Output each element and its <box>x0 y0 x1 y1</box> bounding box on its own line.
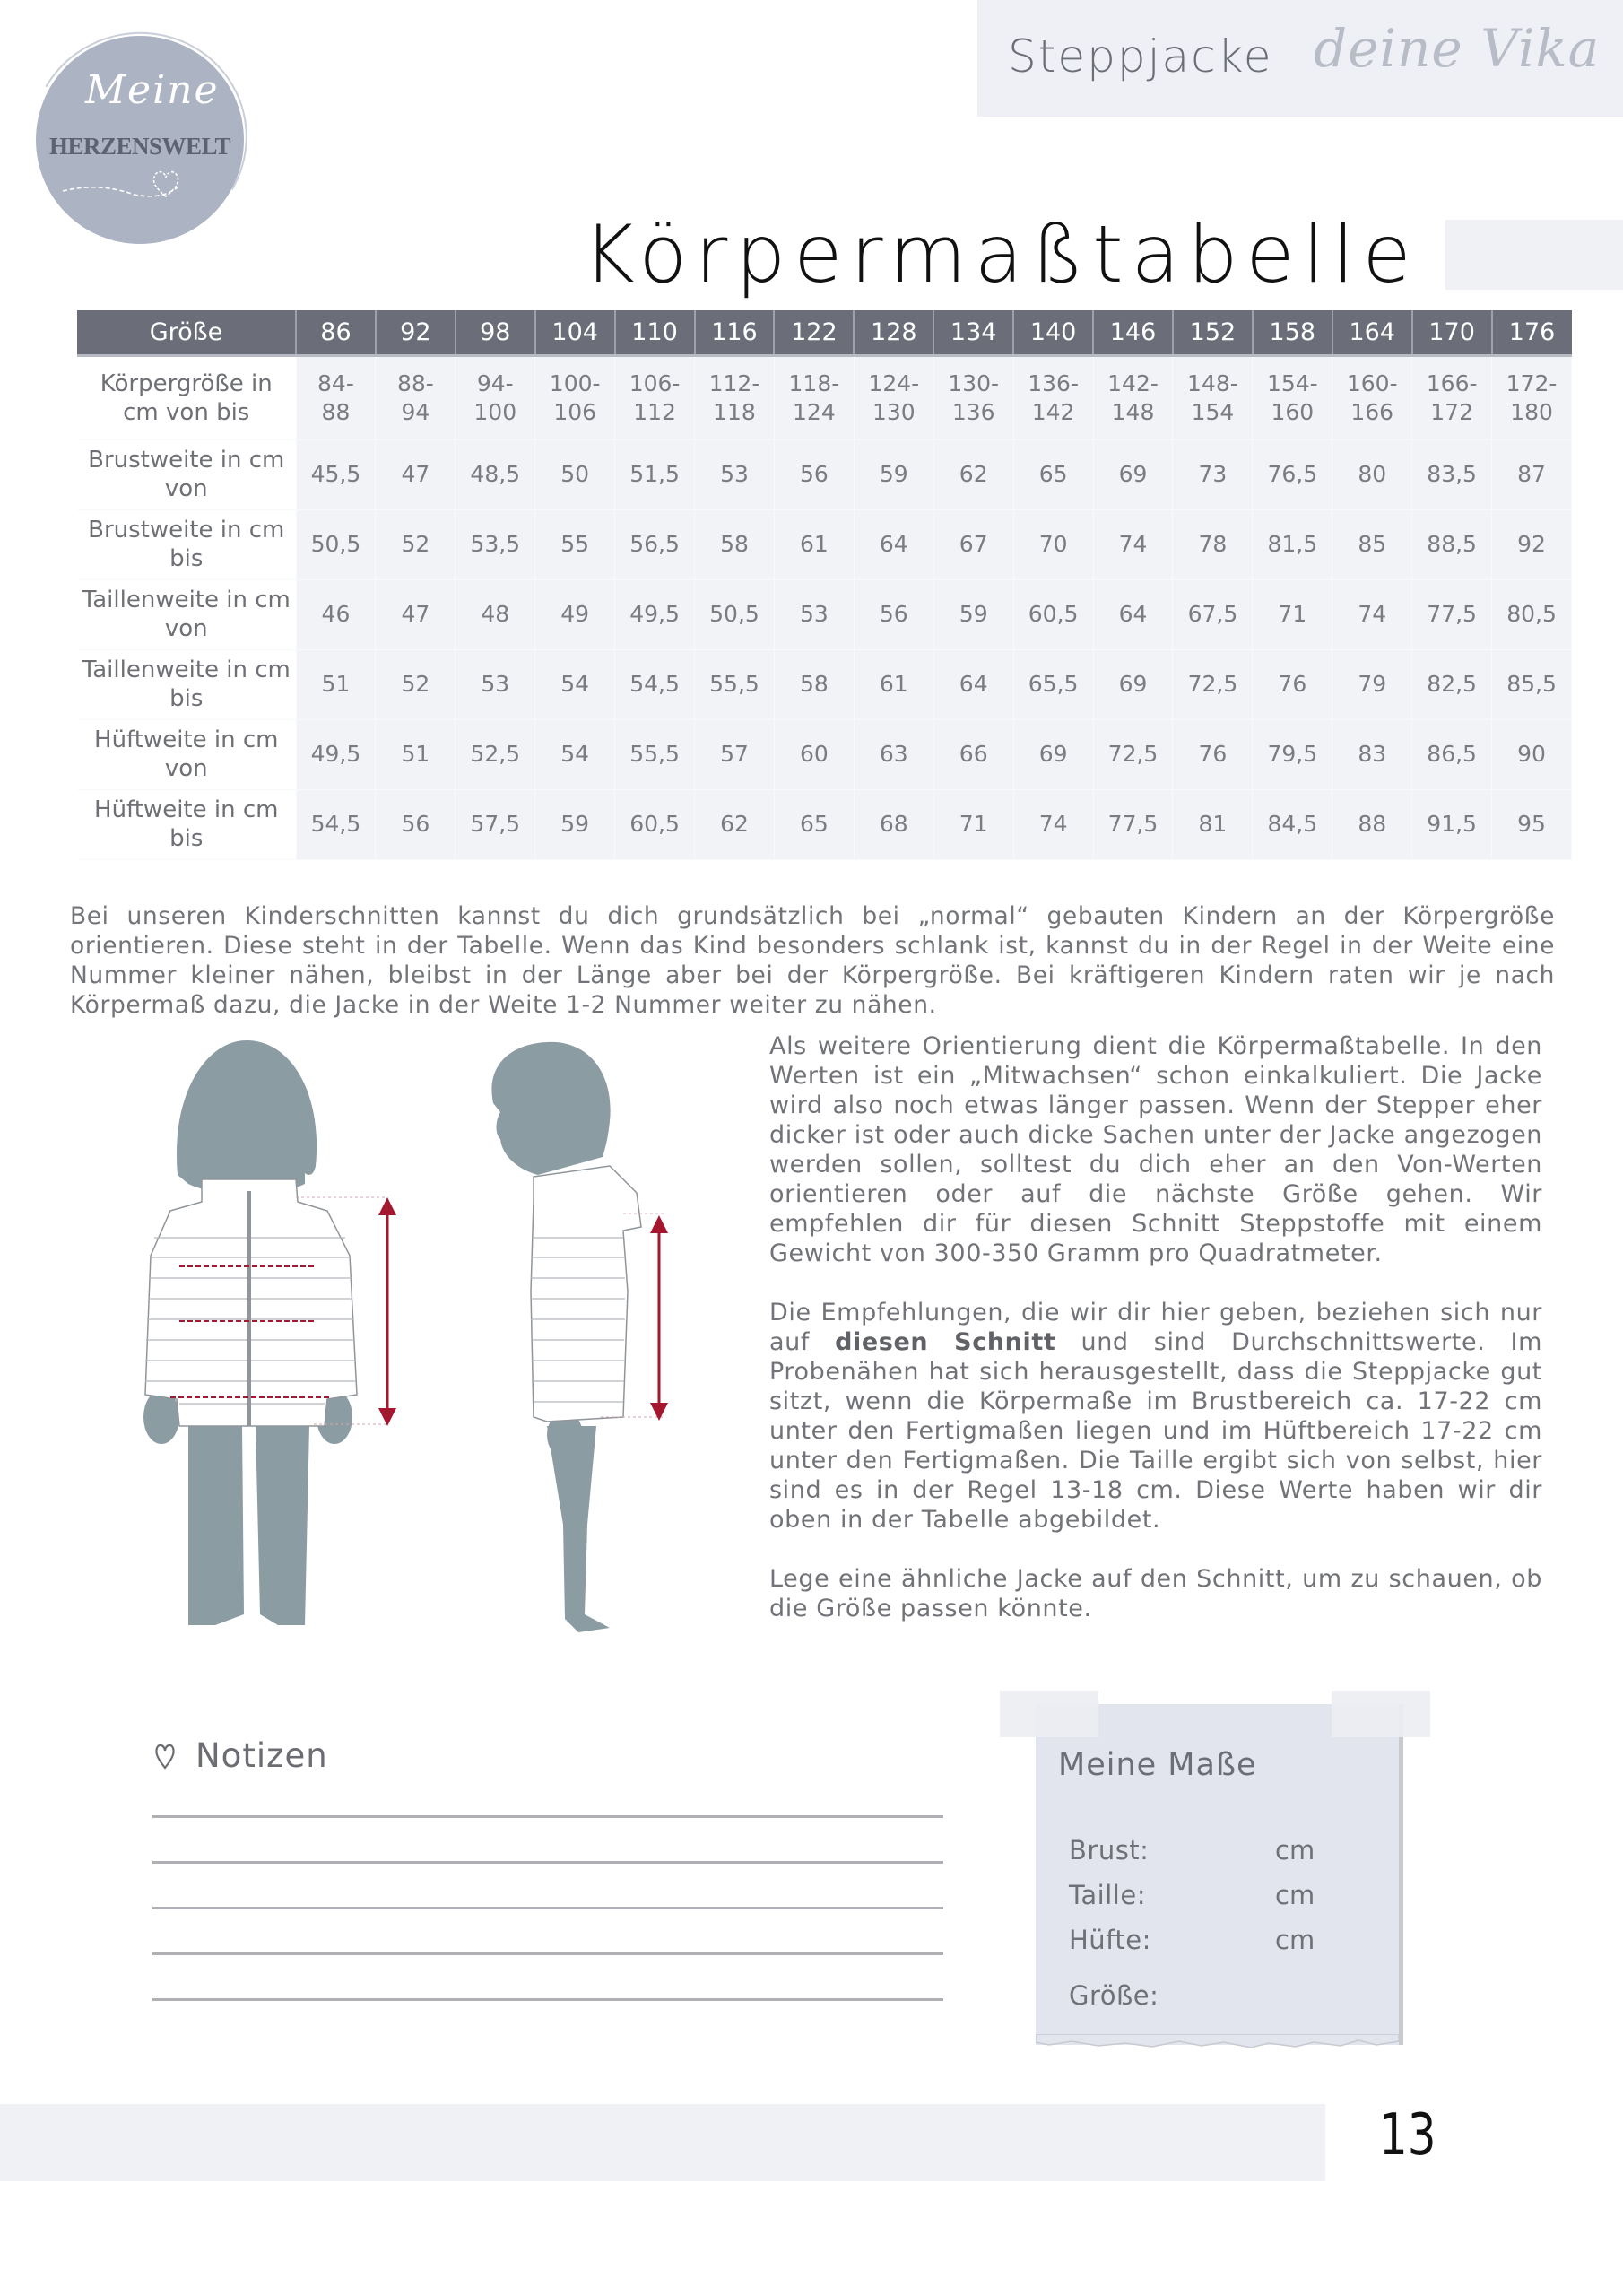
header-size-176: 176 <box>1492 310 1572 355</box>
table-cell: 47 <box>376 579 456 649</box>
note-line[interactable] <box>152 1815 943 1818</box>
side-figure <box>491 1042 668 1632</box>
table-cell: 87 <box>1492 439 1572 509</box>
logo-brand-text: HERZENSWELT <box>48 133 231 160</box>
table-cell: 53 <box>456 649 535 719</box>
header-size-170: 170 <box>1412 310 1492 355</box>
table-cell: 82,5 <box>1412 649 1492 719</box>
table-cell: 53,5 <box>456 509 535 579</box>
table-row <box>77 355 1572 439</box>
table-cell: 49,5 <box>615 579 695 649</box>
table-cell: 51 <box>376 719 456 789</box>
size-table-header <box>77 310 1572 355</box>
note-line[interactable] <box>152 1998 943 2001</box>
page-number: 13 <box>1379 2102 1436 2169</box>
table-cell: 56 <box>376 789 456 859</box>
table-cell: 49 <box>535 579 615 649</box>
brand-script: deine Vika <box>1314 18 1601 79</box>
logo-dashed-line <box>63 175 179 202</box>
row-label: Brustweite in cm von <box>77 439 296 509</box>
notes-title: Notizen <box>195 1736 328 1775</box>
notes-heading <box>154 1736 328 1775</box>
field-waist-unit: cm <box>1275 1880 1315 1910</box>
table-cell: 100- 106 <box>535 355 615 439</box>
header-size-86: 86 <box>296 310 376 355</box>
table-cell: 50 <box>535 439 615 509</box>
intro-paragraph: Bei unseren Kinderschnitten kannst du dich grundsätzlich bei „normal“ gebauten Kindern an der Körpergröße orientieren. Diese steht in der Tabelle. Wenn das Kind besonders schlank ist, kannst du in der Regel in der Weite eine Nummer kleiner nähen, bleibst in der Länge aber bei der Körpergröße. Bei kräftigeren Kindern raten wir je nach Körpermaß dazu, die Jacke in der Weite 1-2 Nummer weiter zu nähen. <box>70 902 1555 1019</box>
table-cell: 62 <box>933 439 1013 509</box>
table-cell: 54 <box>535 649 615 719</box>
table-cell: 154- 160 <box>1253 355 1332 439</box>
table-cell: 60,5 <box>615 789 695 859</box>
footer-bar <box>0 2104 1325 2181</box>
table-cell: 84- 88 <box>296 355 376 439</box>
table-row <box>77 439 1572 509</box>
table-cell: 47 <box>376 439 456 509</box>
table-cell: 58 <box>774 649 854 719</box>
table-cell: 71 <box>933 789 1013 859</box>
table-cell: 81,5 <box>1253 509 1332 579</box>
row-label: Brustweite in cm bis <box>77 509 296 579</box>
field-size-label: Größe: <box>1069 1980 1159 2011</box>
table-cell: 160- 166 <box>1332 355 1412 439</box>
table-cell: 45,5 <box>296 439 376 509</box>
table-cell: 65,5 <box>1013 649 1093 719</box>
table-cell: 77,5 <box>1093 789 1173 859</box>
table-cell: 72,5 <box>1093 719 1173 789</box>
table-cell: 172- 180 <box>1492 355 1572 439</box>
table-cell: 73 <box>1173 439 1253 509</box>
table-cell: 70 <box>1013 509 1093 579</box>
header-size-164: 164 <box>1332 310 1412 355</box>
row-label: Taillenweite in cm bis <box>77 649 296 719</box>
note-line[interactable] <box>152 1952 943 1955</box>
table-cell: 67 <box>933 509 1013 579</box>
table-cell: 53 <box>774 579 854 649</box>
front-figure <box>143 1040 396 1625</box>
field-hip-label: Hüfte: <box>1069 1925 1151 1955</box>
header-size-146: 146 <box>1093 310 1173 355</box>
table-cell: 85 <box>1332 509 1412 579</box>
table-cell: 84,5 <box>1253 789 1332 859</box>
table-cell: 92 <box>1492 509 1572 579</box>
table-cell: 56 <box>854 579 933 649</box>
header-size-152: 152 <box>1173 310 1253 355</box>
table-cell: 54 <box>535 719 615 789</box>
header-banner <box>977 0 1623 117</box>
guidance-bold-text: diesen Schnitt <box>835 1328 1056 1356</box>
header-size-122: 122 <box>774 310 854 355</box>
table-cell: 88 <box>1332 789 1412 859</box>
table-cell: 74 <box>1332 579 1412 649</box>
title-decoration-block <box>1445 220 1623 290</box>
field-waist-label: Taille: <box>1069 1880 1146 1910</box>
table-cell: 61 <box>774 509 854 579</box>
row-label: Körpergröße in cm von bis <box>77 355 296 439</box>
table-cell: 50,5 <box>695 579 775 649</box>
table-cell: 67,5 <box>1173 579 1253 649</box>
field-chest-unit: cm <box>1275 1835 1315 1866</box>
table-cell: 60,5 <box>1013 579 1093 649</box>
table-cell: 81 <box>1173 789 1253 859</box>
table-cell: 64 <box>933 649 1013 719</box>
table-cell: 74 <box>1093 509 1173 579</box>
logo-script-text: Meine <box>85 67 220 113</box>
table-cell: 112- 118 <box>695 355 775 439</box>
table-cell: 78 <box>1173 509 1253 579</box>
table-cell: 58 <box>695 509 775 579</box>
table-cell: 50,5 <box>296 509 376 579</box>
table-cell: 64 <box>1093 579 1173 649</box>
size-table <box>77 310 1572 860</box>
table-cell: 136- 142 <box>1013 355 1093 439</box>
table-cell: 88- 94 <box>376 355 456 439</box>
table-cell: 71 <box>1253 579 1332 649</box>
table-cell: 51,5 <box>615 439 695 509</box>
table-cell: 48 <box>456 579 535 649</box>
table-cell: 85,5 <box>1492 649 1572 719</box>
table-cell: 65 <box>774 789 854 859</box>
table-cell: 166- 172 <box>1412 355 1492 439</box>
table-cell: 55,5 <box>695 649 775 719</box>
pattern-title: Steppjacke <box>1008 30 1273 83</box>
table-cell: 69 <box>1093 649 1173 719</box>
header-size-98: 98 <box>456 310 535 355</box>
table-cell: 83,5 <box>1412 439 1492 509</box>
table-cell: 52 <box>376 509 456 579</box>
table-cell: 142- 148 <box>1093 355 1173 439</box>
table-cell: 63 <box>854 719 933 789</box>
table-cell: 130- 136 <box>933 355 1013 439</box>
header-size-140: 140 <box>1013 310 1093 355</box>
table-cell: 64 <box>854 509 933 579</box>
table-cell: 46 <box>296 579 376 649</box>
table-cell: 59 <box>933 579 1013 649</box>
table-row <box>77 719 1572 789</box>
table-cell: 148- 154 <box>1173 355 1253 439</box>
table-cell: 66 <box>933 719 1013 789</box>
header-size-128: 128 <box>854 310 933 355</box>
guidance-text: und sind Durchschnittswerte. Im Probenähen hat sich herausgestellt, dass die Steppjacke gut sitzt, wenn die Körpermaße im Brustbereich ca. 17-22 cm unter den Fertigmaßen liegen und im Hüftbereich 17-22 cm unter den Fertigmaßen. Die Taille ergibt sich von selbst, hier sind es in der Regel 13-18 cm. Diese Werte haben wir dir oben in der Tabelle abgebildet. <box>769 1328 1542 1534</box>
page-title: Körpermaßtabelle <box>583 208 1419 300</box>
table-cell: 72,5 <box>1173 649 1253 719</box>
table-cell: 54,5 <box>615 649 695 719</box>
table-cell: 79,5 <box>1253 719 1332 789</box>
table-cell: 76 <box>1253 649 1332 719</box>
guidance-text: Die Empfehlungen, die wir dir hier geben, beziehen sich nur auf <box>769 1299 1542 1356</box>
table-row <box>77 789 1572 859</box>
guidance-paragraph-3: Lege eine ähnliche Jacke auf den Schnitt, um zu schauen, ob die Größe passen könnte. <box>769 1565 1542 1622</box>
table-cell: 59 <box>535 789 615 859</box>
table-cell: 51 <box>296 649 376 719</box>
table-row <box>77 579 1572 649</box>
table-cell: 61 <box>854 649 933 719</box>
length-arrow-front <box>378 1197 396 1426</box>
field-chest-label: Brust: <box>1069 1835 1150 1866</box>
tape-left <box>1000 1691 1098 1737</box>
header-size-134: 134 <box>933 310 1013 355</box>
table-cell: 65 <box>1013 439 1093 509</box>
guidance-paragraph-1: Als weitere Orientierung dient die Körpermaßtabelle. In den Werten ist ein „Mitwachsen“ schon einkalkuliert. Die Jacke wird also noch etwas länger passen. Wenn der Stepper eher dicker ist oder auch dicke Sachen unter der Jacke angezogen werden sollen, solltest du dich eher an den Von-Werten orientieren oder auf die nächste Größe gehen. Wir empfehlen dir für diesen Schnitt Steppstoffe mit einem Gewicht von 300-350 Gramm pro Quadratmeter. <box>769 1032 1542 1267</box>
heart-icon <box>154 1743 176 1770</box>
header-size-110: 110 <box>615 310 695 355</box>
table-cell: 56 <box>774 439 854 509</box>
table-cell: 56,5 <box>615 509 695 579</box>
table-row <box>77 509 1572 579</box>
header-size-label: Größe <box>77 310 296 355</box>
header-size-92: 92 <box>376 310 456 355</box>
table-cell: 49,5 <box>296 719 376 789</box>
table-cell: 118- 124 <box>774 355 854 439</box>
tape-right <box>1332 1691 1430 1737</box>
header-size-158: 158 <box>1253 310 1332 355</box>
table-cell: 94- 100 <box>456 355 535 439</box>
note-line[interactable] <box>152 1861 943 1864</box>
table-cell: 86,5 <box>1412 719 1492 789</box>
row-label: Hüftweite in cm von <box>77 719 296 789</box>
table-cell: 88,5 <box>1412 509 1492 579</box>
table-cell: 106- 112 <box>615 355 695 439</box>
table-cell: 52,5 <box>456 719 535 789</box>
table-cell: 95 <box>1492 789 1572 859</box>
table-cell: 76 <box>1173 719 1253 789</box>
table-cell: 59 <box>854 439 933 509</box>
table-cell: 52 <box>376 649 456 719</box>
note-line[interactable] <box>152 1907 943 1909</box>
header-size-116: 116 <box>695 310 775 355</box>
table-cell: 69 <box>1093 439 1173 509</box>
measurement-illustration <box>126 1022 753 1650</box>
header-size-104: 104 <box>535 310 615 355</box>
table-cell: 54,5 <box>296 789 376 859</box>
table-cell: 60 <box>774 719 854 789</box>
fit-guidance-text <box>769 1031 1542 1653</box>
torn-paper-edge <box>1036 2034 1399 2052</box>
table-cell: 83 <box>1332 719 1412 789</box>
length-arrow-side <box>650 1215 668 1421</box>
table-cell: 57,5 <box>456 789 535 859</box>
field-hip-unit: cm <box>1275 1925 1315 1955</box>
table-cell: 79 <box>1332 649 1412 719</box>
table-cell: 48,5 <box>456 439 535 509</box>
table-cell: 74 <box>1013 789 1093 859</box>
table-cell: 57 <box>695 719 775 789</box>
table-cell: 53 <box>695 439 775 509</box>
table-cell: 62 <box>695 789 775 859</box>
table-row <box>77 649 1572 719</box>
table-cell: 90 <box>1492 719 1572 789</box>
table-cell: 55,5 <box>615 719 695 789</box>
table-cell: 91,5 <box>1412 789 1492 859</box>
table-cell: 124- 130 <box>854 355 933 439</box>
table-cell: 76,5 <box>1253 439 1332 509</box>
guidance-paragraph-2 <box>769 1298 1542 1535</box>
my-measurements-title: Meine Maße <box>1058 1747 1257 1783</box>
table-cell: 80 <box>1332 439 1412 509</box>
row-label: Taillenweite in cm von <box>77 579 296 649</box>
row-label: Hüftweite in cm bis <box>77 789 296 859</box>
table-cell: 69 <box>1013 719 1093 789</box>
table-cell: 55 <box>535 509 615 579</box>
table-cell: 80,5 <box>1492 579 1572 649</box>
table-cell: 77,5 <box>1412 579 1492 649</box>
table-cell: 68 <box>854 789 933 859</box>
